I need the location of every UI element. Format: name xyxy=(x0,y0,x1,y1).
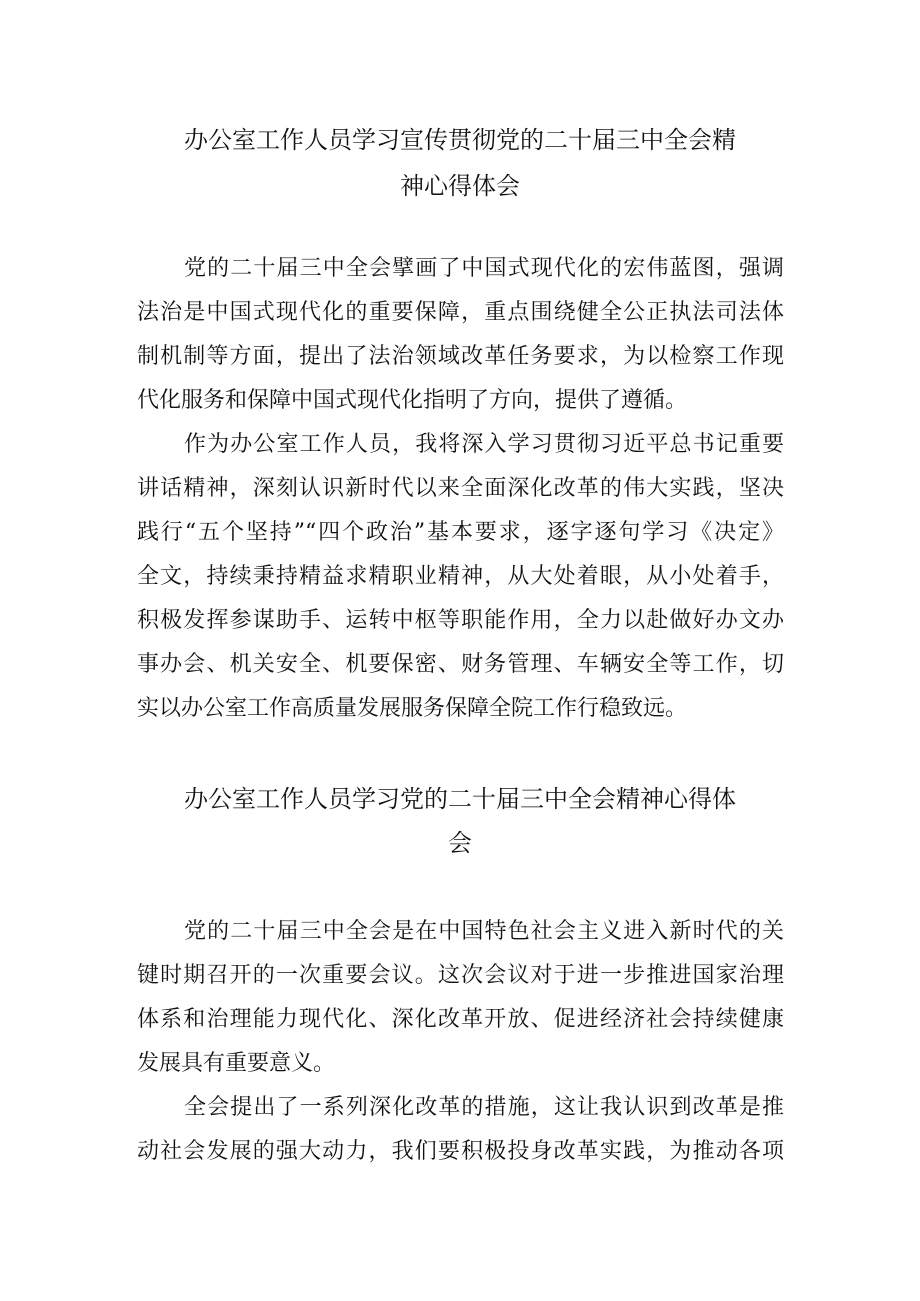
article1-paragraph2-line: 讲话精神，深刻认识新时代以来全面深化改革的伟大实践，坚决 xyxy=(137,476,784,501)
article1-paragraph1-line: 代化服务和保障中国式现代化指明了方向，提供了遵循。 xyxy=(137,388,688,413)
article1-paragraph2-line: 全文，持续秉持精益求精职业精神，从大处着眼，从小处着手， xyxy=(137,564,784,589)
article1-paragraph1-line: 党的二十届三中全会擘画了中国式现代化的宏伟蓝图，强调 xyxy=(184,256,784,281)
article2-title-line1: 办公室工作人员学习党的二十届三中全会精神心得体 xyxy=(184,785,736,813)
article2-title-line2: 会 xyxy=(448,829,472,857)
article2-paragraph2-line: 全会提出了一系列深化改革的措施，这让我认识到改革是推 xyxy=(184,1095,784,1120)
article2-paragraph1-line: 党的二十届三中全会是在中国特色社会主义进入新时代的关 xyxy=(184,919,784,944)
article2-paragraph1-line: 键时期召开的一次重要会议。这次会议对于进一步推进国家治理 xyxy=(137,963,784,988)
article2-paragraph1-line: 发展具有重要意义。 xyxy=(137,1051,336,1076)
article1-title-line1: 办公室工作人员学习宣传贯彻党的二十届三中全会精 xyxy=(184,126,736,154)
article1-paragraph1-line: 制机制等方面，提出了法治领域改革任务要求，为以检察工作现 xyxy=(137,344,784,369)
article1-paragraph2-line: 积极发挥参谋助手、运转中枢等职能作用，全力以赴做好办文办 xyxy=(137,608,784,633)
article2-paragraph1-line: 体系和治理能力现代化、深化改革开放、促进经济社会持续健康 xyxy=(137,1007,784,1032)
article1-title-line2: 神心得体会 xyxy=(400,172,520,200)
article1-paragraph2-line: 践行“五个坚持”“四个政治”基本要求，逐字逐句学习《决定》 xyxy=(137,520,784,545)
article2-paragraph2-line: 动社会发展的强大动力，我们要积极投身改革实践，为推动各项 xyxy=(137,1139,784,1164)
article1-paragraph1-line: 法治是中国式现代化的重要保障，重点围绕健全公正执法司法体 xyxy=(137,300,784,325)
article1-paragraph2-line: 作为办公室工作人员，我将深入学习贯彻习近平总书记重要 xyxy=(184,432,784,457)
article1-paragraph2-line: 事办会、机关安全、机要保密、财务管理、车辆安全等工作，切 xyxy=(137,652,784,677)
article1-paragraph2-line: 实以办公室工作高质量发展服务保障全院工作行稳致远。 xyxy=(137,696,688,721)
